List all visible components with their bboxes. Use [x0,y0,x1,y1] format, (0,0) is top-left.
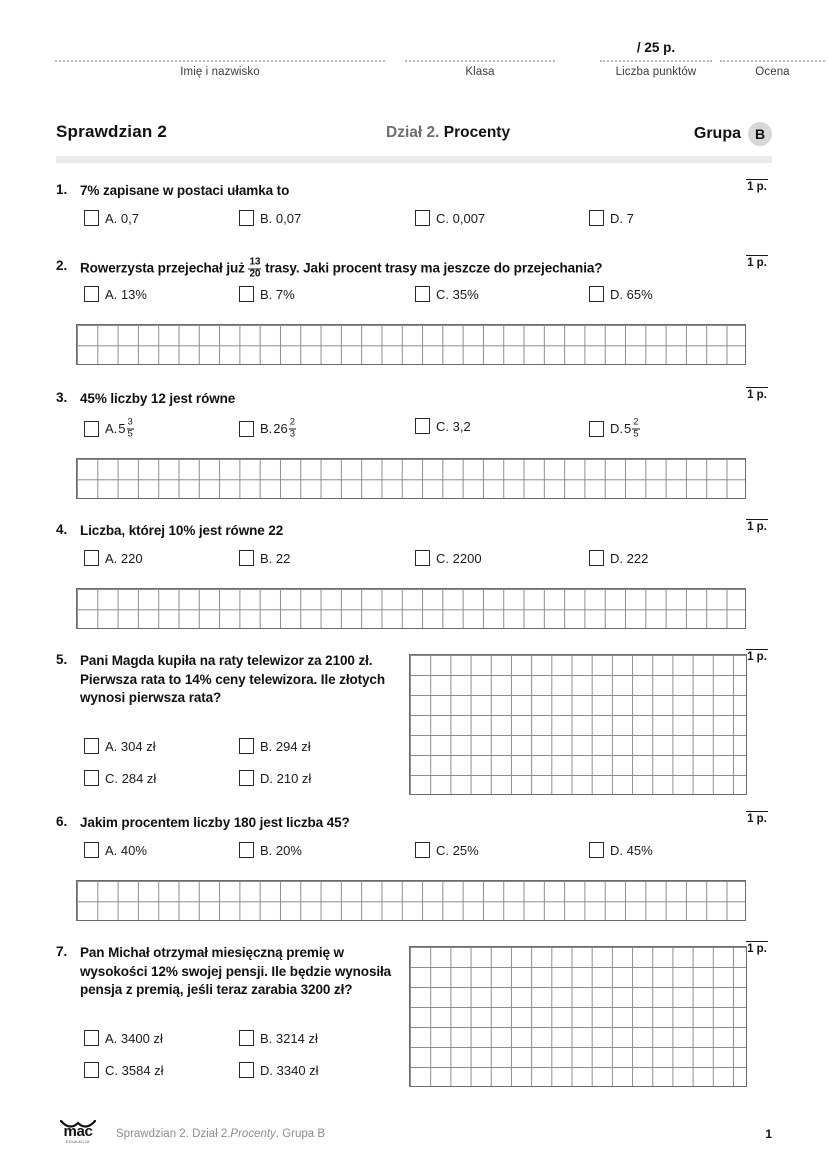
checkbox-icon[interactable] [415,286,430,302]
checkbox-icon[interactable] [239,738,254,754]
identification-strip [55,40,790,88]
option-value: 220 [120,550,143,566]
option-b[interactable] [239,418,296,439]
checkbox-icon[interactable] [84,1030,99,1046]
mac-logo [56,1116,100,1144]
fraction-13-20 [248,258,261,280]
question-4 [56,521,772,566]
option-letter: C. [105,1062,118,1078]
question-2 [56,256,772,302]
group-label: Grupa [693,125,741,142]
fraction-denominator: 5 [633,428,639,439]
option-c[interactable] [415,418,471,434]
question-stem: Pani Magda kupiła na raty telewizor za 2100 zł. Pierwsza rata to 14% ceny telewizora. Ile złotych wynosi pierwsza rata? [80,653,385,705]
option-letter: A. [105,210,118,226]
option-letter: D. [610,286,623,302]
checkbox-icon[interactable] [589,210,604,226]
fraction-denominator: 20 [249,268,261,280]
option-c[interactable] [84,770,156,786]
points-value: 1 p. [747,651,767,663]
option-a[interactable] [84,1030,163,1046]
option-letter: A. [105,421,118,436]
option-value: 294 zł [275,738,311,754]
checkbox-icon[interactable] [84,738,99,754]
checkbox-icon[interactable] [239,550,254,566]
option-value: 304 zł [120,738,156,754]
page-footer [56,1116,772,1150]
dotted-line [55,60,385,62]
question-number: 5. [56,652,68,667]
option-letter: C. [105,770,118,786]
checkbox-icon[interactable] [415,418,430,434]
points-rule [746,387,768,388]
fraction-denominator: 3 [289,428,296,439]
option-whole: 5 [118,421,126,436]
header-divider-bar [56,156,772,163]
fraction-numerator: 2 [289,416,296,428]
option-value: 3584 zł [121,1062,164,1078]
option-value: 3340 zł [276,1062,319,1078]
checkbox-icon[interactable] [84,210,99,226]
option-a[interactable] [84,738,156,754]
option-letter: C. [436,842,449,858]
option-letter: A. [105,738,118,754]
dotted-line [405,60,555,62]
question-5 [56,651,772,786]
fraction [127,418,134,439]
option-letter: B. [260,286,273,302]
option-letter: A. [105,550,118,566]
option-c[interactable] [415,842,479,858]
option-value: 222 [626,550,649,566]
option-value: 2200 [452,550,482,566]
section-prefix: Dział 2. [386,124,440,141]
checkbox-icon[interactable] [239,210,254,226]
checkbox-icon[interactable] [84,421,99,437]
option-b[interactable] [239,842,302,858]
field-label: Klasa [465,66,495,78]
option-b[interactable] [239,286,295,302]
work-grid[interactable] [409,654,747,795]
points-marker [742,387,772,401]
question-number: 7. [56,944,68,959]
option-letter: D. [610,550,623,566]
checkbox-icon[interactable] [589,550,604,566]
option-letter: B. [260,1030,273,1046]
checkbox-icon[interactable] [84,1062,99,1078]
fraction [289,418,296,439]
question-stem: Pan Michał otrzymał miesięczną premię w wysokości 12% swojej pensji. Ile będzie wynosiła pensja z premią, jeśli teraz zarabia 3200 zł? [80,945,392,997]
option-value: 22 [275,550,291,566]
points-value: 1 p. [747,521,767,533]
option-letter: A. [105,1030,118,1046]
question-6 [56,813,772,858]
question-number: 6. [56,814,68,829]
fraction-denominator: 5 [127,428,133,439]
points-rule [746,811,768,812]
field-label: Liczba punktów [615,66,697,78]
stem-part-2: trasy. Jaki procent trasy ma jeszcze do przejechania? [265,260,603,276]
checkbox-icon[interactable] [589,842,604,858]
option-letter: D. [260,1062,273,1078]
option-c[interactable] [415,550,482,566]
points-marker [742,179,772,193]
work-grid[interactable] [76,458,746,499]
option-letter: A. [105,842,118,858]
points-value: 1 p. [747,257,767,269]
fraction-numerator: 13 [249,256,261,268]
group-badge: B [748,122,772,146]
logo-wordmark: mac [63,1123,93,1140]
option-letter: B. [260,210,273,226]
option-value: 13% [120,286,147,302]
option-d[interactable] [239,770,311,786]
caption-part-1: Sprawdzian 2. Dział 2. [116,1128,231,1140]
option-value: 3214 zł [275,1030,318,1046]
question-7 [56,943,772,1078]
question-1 [56,181,772,226]
checkbox-icon[interactable] [239,1062,254,1078]
points-value: 1 p. [747,181,767,193]
option-c[interactable] [415,210,485,226]
option-b[interactable] [239,1030,318,1046]
option-value: 65% [626,286,653,302]
fraction-numerator: 3 [127,416,133,428]
section-title [386,124,510,142]
points-rule [746,179,768,180]
option-a[interactable] [84,418,134,439]
checkbox-icon[interactable] [415,550,430,566]
question-number: 1. [56,182,68,197]
checkbox-icon[interactable] [84,770,99,786]
fraction-numerator: 2 [633,416,639,428]
option-value: 210 zł [276,770,312,786]
field-imie-i-nazwisko[interactable] [55,60,385,78]
option-d[interactable] [589,418,640,439]
option-letter: C. [436,286,449,302]
points-rule [746,519,768,520]
option-letter: C. [436,418,449,434]
title-row [56,122,772,150]
option-value: 284 zł [121,770,157,786]
option-value: 3400 zł [120,1030,163,1046]
option-letter: D. [610,842,623,858]
points-marker [742,811,772,825]
question-3 [56,389,772,439]
points-marker [742,255,772,269]
logo-subtitle: EDUKACJA [66,1140,90,1144]
points-value: 1 p. [747,389,767,401]
option-value: 0,7 [120,210,139,226]
points-value: 1 p. [747,943,767,955]
checkbox-icon[interactable] [239,1030,254,1046]
option-letter: B. [260,842,273,858]
field-klasa[interactable] [405,60,555,78]
question-stem: Liczba, której 10% jest równe 22 [80,523,284,538]
work-grid[interactable] [409,946,747,1087]
option-letter: D. [610,210,623,226]
option-value: 20% [275,842,302,858]
work-grid[interactable] [76,324,746,365]
work-grid[interactable] [76,588,746,629]
option-a[interactable] [84,210,139,226]
points-rule [746,649,768,650]
checkbox-icon[interactable] [84,286,99,302]
checkbox-icon[interactable] [415,210,430,226]
option-d[interactable] [589,286,653,302]
points-rule [746,255,768,256]
option-letter: A. [105,286,118,302]
option-c[interactable] [84,1062,164,1078]
dotted-line [600,60,712,62]
field-label: Imię i nazwisko [180,66,260,78]
question-stem: 45% liczby 12 jest równe [80,391,236,406]
question-stem [80,258,772,280]
option-a[interactable] [84,286,147,302]
dotted-line [720,60,825,62]
checkbox-icon[interactable] [239,770,254,786]
option-value: 0,07 [275,210,302,226]
option-letter: D. [610,421,623,436]
option-letter: C. [436,550,449,566]
fraction [632,418,639,439]
points-marker [742,519,772,533]
option-value: 7% [275,286,295,302]
checkbox-icon[interactable] [239,286,254,302]
option-value: 7 [626,210,634,226]
field-liczba-punktow[interactable] [600,60,712,78]
option-a[interactable] [84,550,143,566]
footer-caption [116,1128,325,1140]
checkbox-icon[interactable] [84,842,99,858]
group-indicator [694,122,772,146]
option-value: 40% [120,842,147,858]
question-number: 3. [56,390,68,405]
option-b[interactable] [239,550,290,566]
option-c[interactable] [415,286,479,302]
question-number: 4. [56,522,68,537]
checkbox-icon[interactable] [589,421,604,437]
field-ocena[interactable] [720,60,825,78]
page-number: 1 [765,1127,772,1141]
option-d[interactable] [589,210,634,226]
field-label: Ocena [755,66,790,78]
option-whole: 5 [624,421,632,436]
test-title: Sprawdzian 2 [56,122,168,141]
option-value: 0,007 [452,210,486,226]
question-stem: Jakim procentem liczby 180 jest liczba 45? [80,815,350,830]
caption-topic: Procenty [230,1128,276,1140]
option-d[interactable] [239,1062,319,1078]
option-letter: D. [260,770,273,786]
max-points-label: / 25 p. [636,40,676,55]
option-a[interactable] [84,842,147,858]
option-b[interactable] [239,210,301,226]
work-grid[interactable] [76,880,746,921]
checkbox-icon[interactable] [239,842,254,858]
option-value: 35% [452,286,479,302]
caption-part-2: . Grupa B [275,1128,326,1140]
option-letter: B. [260,421,273,436]
option-letter: C. [436,210,449,226]
option-d[interactable] [589,550,648,566]
stem-part-1: Rowerzysta przejechał już [80,260,245,276]
option-value: 25% [452,842,479,858]
option-value: 3,2 [452,418,471,434]
checkbox-icon[interactable] [589,286,604,302]
option-b[interactable] [239,738,311,754]
option-whole: 26 [273,421,288,436]
checkbox-icon[interactable] [84,550,99,566]
option-letter: B. [260,550,273,566]
checkbox-icon[interactable] [239,421,254,437]
option-letter: B. [260,738,273,754]
option-value: 45% [626,842,653,858]
checkbox-icon[interactable] [415,842,430,858]
section-topic: Procenty [443,124,511,141]
option-d[interactable] [589,842,653,858]
question-number: 2. [56,258,68,273]
points-rule [746,941,768,942]
question-stem: 7% zapisane w postaci ułamka to [80,183,290,198]
points-value: 1 p. [747,813,767,825]
